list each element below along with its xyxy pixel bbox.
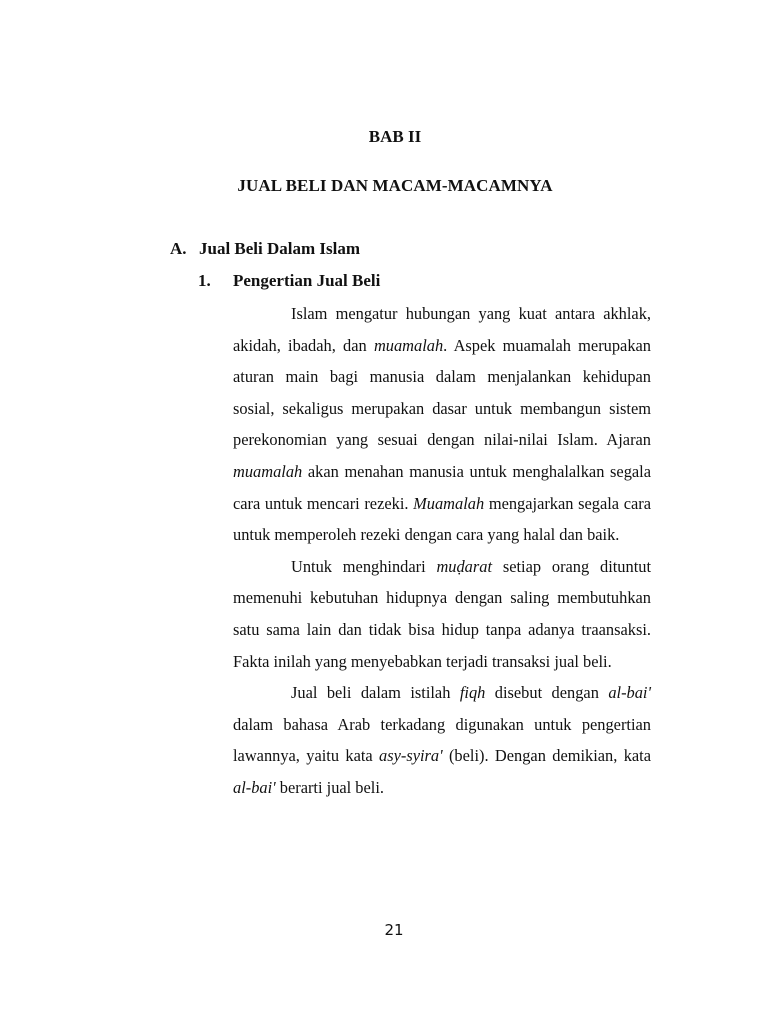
paragraph-1 [233, 298, 651, 551]
chapter-heading: BAB II [368, 127, 422, 146]
text-run: dalam bahasa Arab terkadang digunakan untuk pengertian lawannya, yaitu kata [233, 714, 651, 766]
subsection-heading [198, 271, 380, 291]
text-run: akan menahan manusia untuk menghalalkan segala cara untuk mencari rezeki. [233, 461, 651, 513]
section-label: Jual Beli Dalam Islam [199, 239, 361, 258]
italic-term: al-bai' [608, 683, 651, 703]
subsection-label: Pengertian Jual Beli [233, 271, 381, 290]
italic-term: muamalah [233, 461, 303, 481]
text-run: Islam mengatur hubungan yang kuat antara akhlak, akidah, ibadah, dan [233, 304, 651, 355]
text-run: Jual beli dalam istilah [291, 683, 460, 703]
body-text [233, 298, 651, 804]
italic-term: Muamalah [413, 493, 485, 513]
paragraph-2 [233, 551, 651, 677]
section-number: A. [170, 239, 187, 258]
text-run: . Aspek muamalah merupakan aturan main bagi manusia dalam menjalankan kehidupan sosial, sekaligus merupakan dasar untuk membangun sistem perekonomian yang sesuai dengan nilai-nilai Islam. Ajaran [233, 335, 651, 450]
text-run: disebut dengan [485, 683, 609, 703]
italic-term: muamalah [373, 335, 444, 355]
italic-term: fiqh [459, 683, 486, 703]
text-run: (beli). Dengan demikian, kata [442, 746, 651, 766]
page-number: 21 [384, 921, 404, 939]
italic-term: al-bai' [233, 777, 276, 797]
text-run: Untuk menghindari [291, 556, 437, 576]
text-run: mengajarkan segala cara untuk memperoleh rezeki dengan cara yang halal dan baik. [233, 493, 652, 545]
paragraph-3 [233, 677, 651, 803]
chapter-title: JUAL BELI DAN MACAM-MACAMNYA [237, 176, 553, 195]
text-run: setiap orang dituntut memenuhi kebutuhan hidupnya dengan saling membutuhkan satu sama lain dan tidak bisa hidup tanpa adanya traansaksi. Fakta inilah yang menyebabkan terjadi transaksi jual beli. [233, 556, 652, 671]
italic-term: asy-syira' [379, 746, 443, 766]
italic-term: muḍarat [436, 556, 493, 576]
text-run: berarti jual beli. [275, 777, 384, 797]
section-heading [170, 239, 360, 259]
subsection-number: 1. [198, 271, 211, 290]
